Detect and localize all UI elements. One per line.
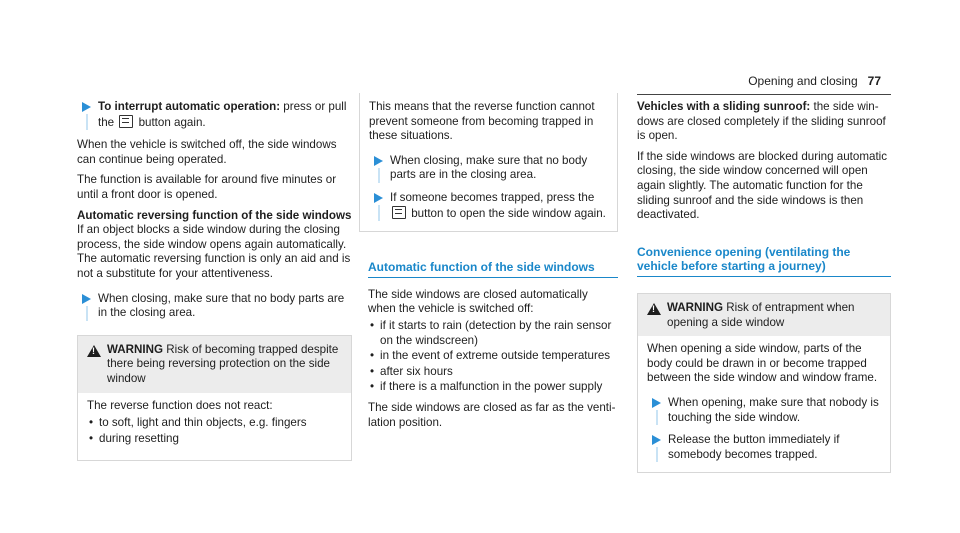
step-arrow-icon [82,294,91,304]
window-button-icon [392,206,406,219]
list-item: • to soft, light and thin objects, e.g. fingers [87,416,342,431]
section-title: Convenience opening (ventilating the vehicle before starting a journey) [637,245,891,277]
step-interrupt [77,100,352,130]
step-bar [656,447,658,462]
step-bar [378,168,380,183]
step-text: Release the button immediately if somebody becomes trapped. [668,433,840,461]
warning-box [77,335,352,462]
warning-title: Risk of becoming trapped despite there being reversing protection on the side window [107,342,339,385]
step-text: If someone becomes trapped, press the [390,190,595,204]
page-header [748,74,881,89]
column-2 [368,100,618,436]
step-text: When closing, make sure that no body parts are in the closing area. [98,291,345,320]
header-rule [637,94,891,95]
list-item: • after six hours [368,365,618,380]
warning-box-continued [359,93,618,232]
step-text-end: button again. [135,115,206,129]
subheading: Automatic reversing function of the side windows [77,208,352,222]
step-trapped [369,191,608,221]
paragraph: If an object blocks a side window during the closing process, the side window opens again automatically. The automatic reversing function is only an aid and is not a substitute for your attentiveness. [77,223,351,280]
bullet-list [368,319,618,395]
paragraph: The side windows are closed as far as the ventilation position. [368,400,616,429]
warning-text: This means that the reverse function cannot prevent someone from becoming trapped in these situations. [369,100,595,143]
paragraph: The function is available for around five minutes or until a front door is opened. [77,173,337,201]
paragraph: The side windows are closed automatically when the vehicle is switched off: [368,287,588,316]
warning-label: WARNING [667,300,724,314]
paragraph: If the side windows are blocked during automatic closing, the side window concerned will open again slightly. The automatic function for the sliding sunroof and the side windows is then deactivated. [637,149,888,222]
warning-label: WARNING [107,342,164,356]
step-bold: To interrupt automatic operation: [98,100,281,113]
warning-box [637,293,891,473]
warning-header [78,336,351,393]
warning-text: The reverse function does not react: [87,398,273,412]
step-text: press or pull the [98,100,347,129]
step-arrow-icon [82,102,91,112]
paragraph: When the vehicle is switched off, the side windows can continue being operated. [77,138,337,166]
step-bar [378,205,380,221]
paragraph-bold: Vehicles with a sliding sunroof: [637,100,811,113]
column-3 [637,100,891,473]
list-item: • if there is a malfunction in the power supply [368,380,618,395]
chapter-title: Opening and closing [748,74,858,88]
column-1 [77,100,352,461]
warning-body [78,393,351,461]
paragraph-text: the side windows are closed completely if the sliding sunroof is open. [637,100,886,143]
step-arrow-icon [374,193,383,203]
step-opening [647,396,881,425]
page-number: 77 [867,74,881,88]
step-closing [77,292,352,321]
step-bar [86,306,88,321]
list-item: • in the event of extreme outside temperatures [368,349,618,364]
list-item: • during resetting [87,432,342,447]
warning-title: Risk of entrapment when opening a side window [667,300,855,329]
list-item: • if it starts to rain (detection by the rain sensor on the windscreen) [368,319,618,348]
step-text: When closing, make sure that no body parts are in the closing area. [390,153,588,182]
step-bar [86,114,88,130]
step-arrow-icon [652,435,661,445]
section-title: Automatic function of the side windows [368,260,618,278]
paragraph [637,100,891,144]
warning-triangle-icon [87,345,101,357]
step-release [647,433,881,462]
warning-triangle-icon [647,303,661,315]
step-closing [369,154,608,183]
step-arrow-icon [652,398,661,408]
warning-body [638,336,890,472]
warning-header [638,294,890,336]
step-bar [656,410,658,425]
warning-text: When opening a side window, parts of the body could be drawn in or become trapped between the side window and window frame. [647,342,878,385]
step-text-end: button to open the side window again. [408,206,606,220]
step-arrow-icon [374,156,383,166]
window-button-icon [119,115,133,128]
step-text: When opening, make sure that nobody is touching the side window. [668,395,879,424]
warning-list [87,416,342,446]
